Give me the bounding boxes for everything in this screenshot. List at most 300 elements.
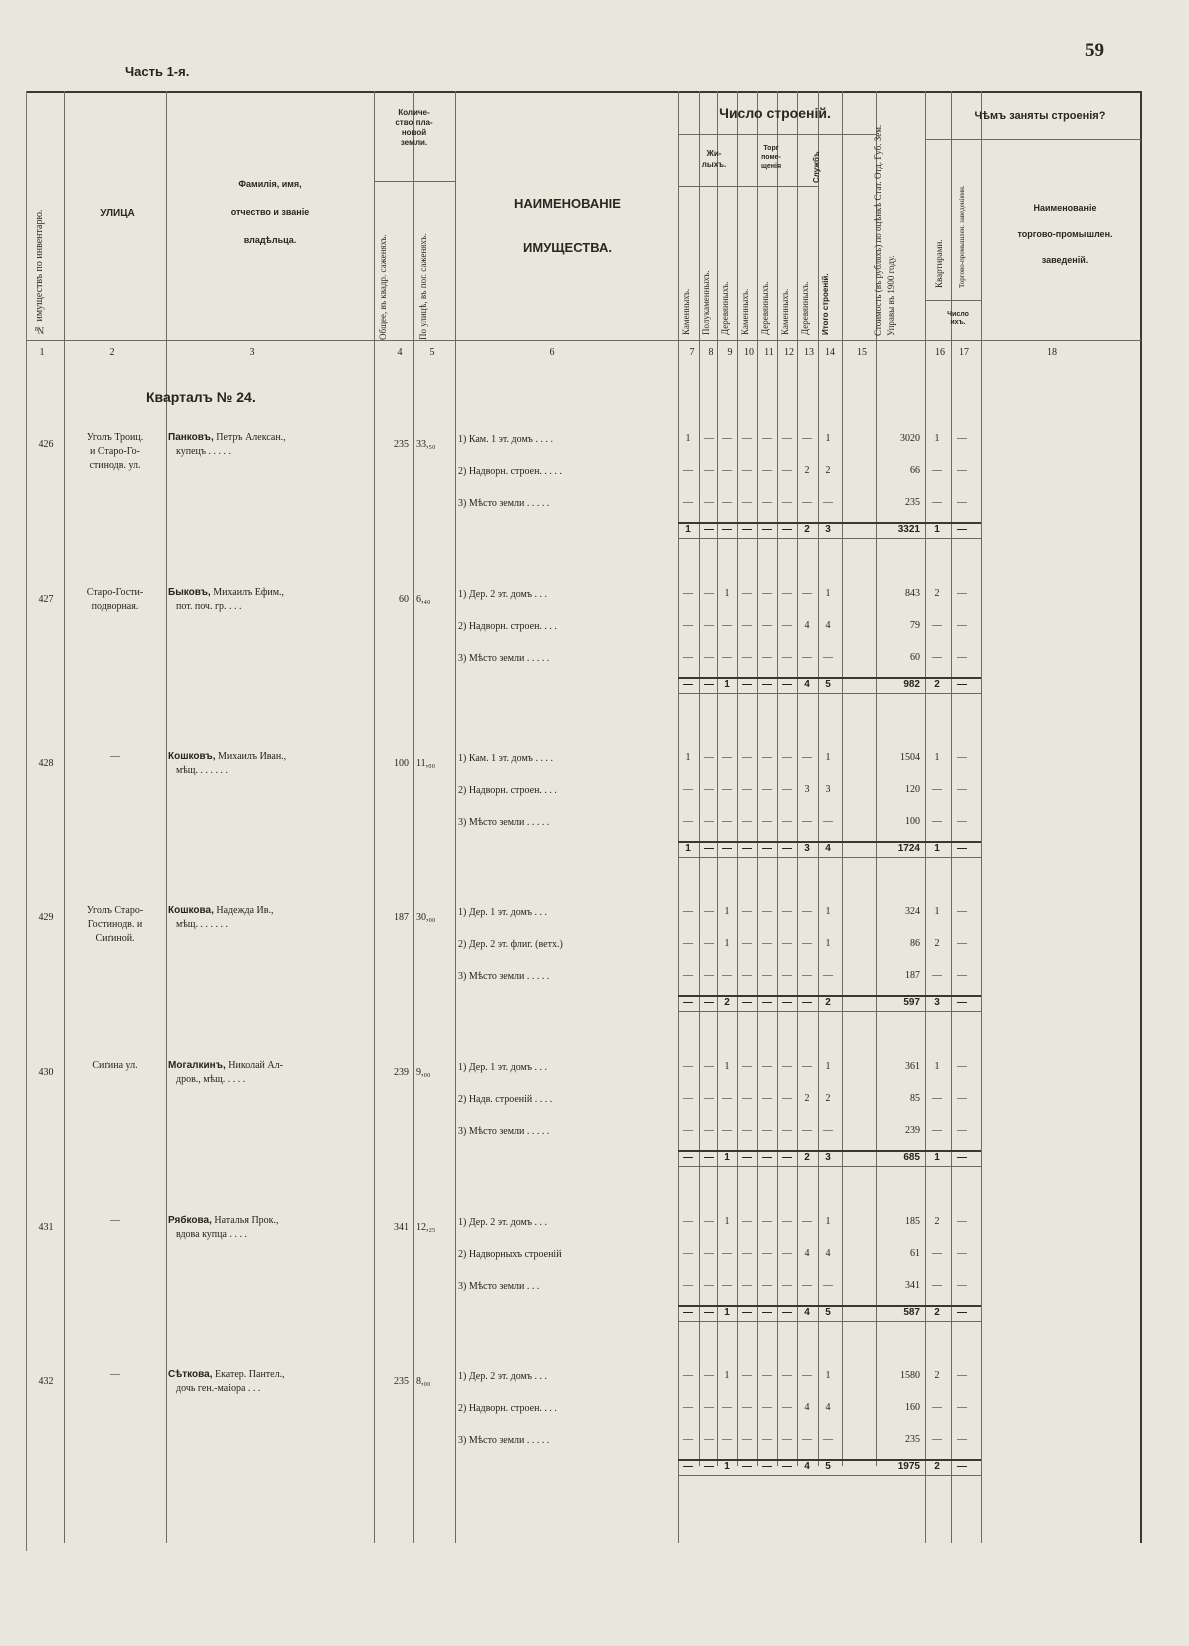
entry-cost: 85 — [910, 1093, 920, 1104]
entry-cell: — — [782, 938, 792, 949]
entry-land-total: 60 — [399, 594, 409, 605]
entry-cell: — — [782, 784, 792, 795]
entry-item-name: 2) Надв. строеній . . . . — [458, 1094, 553, 1105]
entry-cell: — — [683, 816, 693, 827]
entry-cell: — — [742, 938, 752, 949]
entry-cell: — — [742, 1125, 752, 1136]
entry-cell: 1 — [825, 752, 831, 763]
entry-cell: — — [704, 465, 714, 476]
entry-land-street: 30,₀₀ — [416, 912, 436, 923]
column-number: 16 — [935, 347, 945, 358]
entry-cell: — — [683, 1216, 693, 1227]
entry-cell: — — [802, 1061, 812, 1072]
entry-item-name: 3) Мѣсто земли . . . . . — [458, 1435, 550, 1446]
header-property: НАИМЕНОВАНІЕ ИМУЩЕСТВА. — [514, 196, 621, 255]
entry-cost: 86 — [910, 938, 920, 949]
total-trade: — — [957, 1152, 967, 1163]
entry-cell: — — [704, 1093, 714, 1104]
entry-cell: — — [683, 1248, 693, 1259]
column-number: 4 — [397, 347, 403, 358]
entry-cell: — — [762, 1434, 772, 1445]
column-number: 10 — [744, 347, 754, 358]
column-number: 5 — [429, 347, 435, 358]
entry-land-total: 341 — [394, 1222, 409, 1233]
entry-cell: — — [802, 970, 812, 981]
entry-cell: 4 — [825, 1248, 831, 1259]
entry-cell: — — [722, 1125, 732, 1136]
entry-owner: Могалкинъ, Николай Ал- дров., мѣщ. . . . . — [168, 1060, 283, 1085]
entry-cell: — — [762, 1216, 772, 1227]
total-cell: 1 — [724, 679, 730, 690]
entry-cell: — — [823, 1125, 833, 1136]
entry-cell: — — [823, 970, 833, 981]
entry-cell: — — [762, 816, 772, 827]
total-cost: 587 — [903, 1307, 920, 1318]
entry-cell: — — [704, 752, 714, 763]
entry-cell: — — [742, 1061, 752, 1072]
header-land: Количе- ство пла- новой земли. — [395, 108, 433, 147]
total-cell: 2 — [724, 997, 730, 1008]
entry-cell: — — [742, 433, 752, 444]
header-building-col-label: Деревянныхъ. — [720, 281, 730, 335]
entry-cell: — — [704, 1216, 714, 1227]
total-cell: 5 — [825, 1307, 831, 1318]
total-cell: — — [704, 1152, 714, 1163]
total-cell: — — [722, 843, 732, 854]
total-cell: — — [782, 843, 792, 854]
entry-cell: — — [683, 652, 693, 663]
entry-cost: 341 — [905, 1280, 920, 1291]
entry-cost: 239 — [905, 1125, 920, 1136]
column-number: 12 — [784, 347, 794, 358]
entry-trade: — — [957, 588, 967, 599]
total-cell: — — [704, 997, 714, 1008]
entry-cell: — — [742, 497, 752, 508]
entry-cell: — — [802, 497, 812, 508]
entry-cell: — — [782, 1093, 792, 1104]
total-cell: 3 — [804, 843, 810, 854]
column-number: 2 — [109, 347, 115, 358]
entry-apartments: 2 — [934, 1216, 940, 1227]
entry-cell: — — [782, 465, 792, 476]
header-line — [678, 134, 876, 135]
header-owner: Фамилія, имя, отчество и званіе владѣльца. — [230, 179, 310, 245]
entry-cell: — — [742, 1216, 752, 1227]
entry-cell: 2 — [804, 465, 810, 476]
total-cell: — — [683, 1152, 693, 1163]
entry-cell: — — [683, 1280, 693, 1291]
total-cell: — — [704, 1461, 714, 1472]
entry-cell: 1 — [724, 1061, 730, 1072]
entry-cell: 2 — [804, 1093, 810, 1104]
entry-cell: — — [782, 1280, 792, 1291]
entry-trade: — — [957, 816, 967, 827]
entry-apartments: — — [932, 1125, 942, 1136]
total-cost: 685 — [903, 1152, 920, 1163]
entry-cell: — — [722, 784, 732, 795]
entry-cell: — — [782, 1061, 792, 1072]
entry-cell: 1 — [724, 906, 730, 917]
entry-item-name: 3) Мѣсто земли . . . . . — [458, 1126, 550, 1137]
entry-cost: 187 — [905, 970, 920, 981]
total-cell: — — [742, 843, 752, 854]
total-cell: — — [762, 679, 772, 690]
entry-trade: — — [957, 1216, 967, 1227]
total-cell: — — [802, 997, 812, 1008]
entry-cell: 1 — [825, 938, 831, 949]
entry-item-name: 2) Надворн. строен. . . . — [458, 1403, 557, 1414]
entry-cell: — — [762, 588, 772, 599]
entry-trade: — — [957, 784, 967, 795]
entry-trade: — — [957, 620, 967, 631]
header-street: УЛИЦА — [100, 208, 135, 219]
entry-number: 426 — [38, 439, 54, 450]
entry-cell: — — [782, 497, 792, 508]
entry-cell: — — [683, 938, 693, 949]
entry-cell: 3 — [804, 784, 810, 795]
entry-cell: — — [704, 652, 714, 663]
entry-cell: — — [742, 465, 752, 476]
entry-cost: 3020 — [900, 433, 920, 444]
total-cell: — — [782, 679, 792, 690]
column-number: 3 — [249, 347, 255, 358]
total-cell: 1 — [724, 1307, 730, 1318]
total-cell: — — [742, 997, 752, 1008]
entry-land-street: 8,₀₀ — [416, 1376, 431, 1387]
total-cell: — — [782, 1461, 792, 1472]
header-residential: Жи- лыхъ. — [701, 149, 727, 169]
entry-cell: — — [742, 1280, 752, 1291]
entry-cell: 1 — [724, 938, 730, 949]
entry-cell: 4 — [825, 1402, 831, 1413]
entry-item-name: 1) Дер. 2 эт. домъ . . . — [458, 1371, 548, 1382]
entry-cell: — — [762, 1061, 772, 1072]
column-number: 14 — [825, 347, 835, 358]
entry-cell: — — [802, 816, 812, 827]
entry-apartments: 1 — [934, 433, 940, 444]
total-cost: 982 — [903, 679, 920, 690]
total-underline — [678, 1011, 981, 1012]
entry-cell: — — [762, 652, 772, 663]
entry-trade: — — [957, 1093, 967, 1104]
entry-cell: 1 — [825, 906, 831, 917]
entry-apartments: — — [932, 1402, 942, 1413]
entry-cell: — — [762, 752, 772, 763]
entry-cell: — — [683, 1370, 693, 1381]
entry-cell: — — [683, 1061, 693, 1072]
entry-cost: 79 — [910, 620, 920, 631]
total-cell: — — [742, 524, 752, 535]
total-cell: — — [782, 524, 792, 535]
entry-cell: — — [742, 620, 752, 631]
column-line — [413, 91, 414, 1543]
entry-street: Сиґина ул. — [92, 1060, 138, 1071]
total-apartments: 1 — [934, 524, 940, 535]
entry-cell: — — [782, 1402, 792, 1413]
column-number: 15 — [857, 347, 867, 358]
total-underline — [678, 538, 981, 539]
entry-cell: — — [823, 652, 833, 663]
entry-street: — — [110, 1369, 120, 1380]
total-cell: — — [742, 1152, 752, 1163]
entry-cell: — — [802, 1125, 812, 1136]
entry-cell: — — [762, 938, 772, 949]
entry-cell: — — [742, 1248, 752, 1259]
entry-cell: 1 — [724, 588, 730, 599]
total-cell: 4 — [825, 843, 831, 854]
entry-cell: 2 — [825, 465, 831, 476]
total-trade: — — [957, 679, 967, 690]
entry-item-name: 3) Мѣсто земли . . . — [458, 1281, 540, 1292]
entry-cell: — — [683, 1402, 693, 1413]
entry-cost: 235 — [905, 497, 920, 508]
column-line — [842, 91, 843, 1466]
entry-item-name: 2) Надворн. строен. . . . . — [458, 466, 562, 477]
total-underline — [678, 693, 981, 694]
header-building-col-label: Деревянныхъ. — [800, 281, 810, 335]
entry-cell: — — [782, 752, 792, 763]
header-building-col-label: Полукаменныхъ. — [701, 270, 711, 335]
total-cell: — — [782, 1307, 792, 1318]
entry-cell: — — [742, 1434, 752, 1445]
entry-cell: — — [683, 1125, 693, 1136]
entry-cell: — — [704, 1402, 714, 1413]
total-cell: — — [762, 843, 772, 854]
total-cost: 1975 — [897, 1461, 920, 1472]
entry-apartments: — — [932, 652, 942, 663]
entry-apartments: — — [932, 620, 942, 631]
column-line — [797, 91, 798, 1466]
total-cell: — — [742, 1307, 752, 1318]
total-apartments: 1 — [934, 843, 940, 854]
entry-cell: — — [704, 1370, 714, 1381]
entry-cost: 185 — [905, 1216, 920, 1227]
header-line — [925, 300, 981, 301]
entry-cell: — — [704, 433, 714, 444]
total-cell: — — [782, 1152, 792, 1163]
quarter-title: Кварталъ № 24. — [146, 389, 256, 405]
entry-trade: — — [957, 1370, 967, 1381]
entry-cost: 160 — [905, 1402, 920, 1413]
header-inventory-no: № имуществъ по инвентарю. — [34, 209, 45, 335]
total-cell: 1 — [685, 843, 691, 854]
entry-cell: — — [762, 1402, 772, 1413]
entry-cell: — — [683, 497, 693, 508]
entry-cell: — — [802, 1434, 812, 1445]
column-number: 7 — [689, 347, 695, 358]
total-cell: 4 — [804, 1461, 810, 1472]
entry-owner: Сѣткова, Екатер. Пантел., дочь ген.-маіора . . . — [168, 1369, 285, 1394]
total-cell: — — [722, 524, 732, 535]
total-apartments: 2 — [934, 1461, 940, 1472]
header-line — [26, 340, 1141, 341]
entry-cost: 361 — [905, 1061, 920, 1072]
column-line — [818, 91, 819, 1466]
entry-cell: 1 — [825, 1370, 831, 1381]
entry-land-street: 12,₂₅ — [416, 1222, 436, 1233]
entry-owner: Быковъ, Михаилъ Ефим., пот. поч. гр. . . . — [168, 587, 285, 612]
total-cell: — — [683, 997, 693, 1008]
entry-item-name: 1) Дер. 2 эт. домъ . . . — [458, 589, 548, 600]
entry-cell: — — [683, 588, 693, 599]
entry-cell: — — [704, 1061, 714, 1072]
header-line — [678, 186, 818, 187]
entry-number: 428 — [38, 758, 54, 769]
page-number: 59 — [1085, 40, 1104, 61]
entry-trade: — — [957, 465, 967, 476]
entry-cell: 4 — [825, 620, 831, 631]
entry-cell: — — [802, 588, 812, 599]
entry-cell: — — [762, 784, 772, 795]
entry-apartments: — — [932, 465, 942, 476]
entry-number: 432 — [38, 1376, 54, 1387]
entry-cell: — — [683, 970, 693, 981]
entry-street: Уголъ Троиц. и Старо-Го- стинодв. ул. — [86, 432, 144, 471]
entry-street: Уголъ Старо- Гостинодв. и Сиґиной. — [86, 905, 144, 944]
total-underline — [678, 857, 981, 858]
entry-cell: 1 — [825, 1216, 831, 1227]
total-cell: — — [704, 1307, 714, 1318]
entry-cell: — — [762, 433, 772, 444]
entry-cell: — — [802, 652, 812, 663]
entry-street: Старо-Гости- подворная. — [86, 587, 144, 612]
header-buildings: Число строеній. — [719, 105, 831, 121]
header-trade-name: Наименованіе торгово-промышлен. заведеній. — [1017, 203, 1113, 265]
entry-item-name: 3) Мѣсто земли . . . . . — [458, 653, 550, 664]
header-land-street: По улицѣ, въ пог. саженяхъ. — [418, 233, 428, 340]
entry-apartments: — — [932, 784, 942, 795]
total-cell: 2 — [825, 997, 831, 1008]
entry-cell: 4 — [804, 1402, 810, 1413]
entry-trade: — — [957, 752, 967, 763]
total-cell: 4 — [804, 679, 810, 690]
entry-item-name: 1) Кам. 1 эт. домъ . . . . — [458, 753, 553, 764]
entry-cell: — — [802, 433, 812, 444]
total-cost: 1724 — [897, 843, 920, 854]
entry-cell: — — [704, 784, 714, 795]
total-underline — [678, 1166, 981, 1167]
entry-cost: 120 — [905, 784, 920, 795]
entry-trade: — — [957, 970, 967, 981]
total-cell: — — [762, 1461, 772, 1472]
total-cell: — — [742, 679, 752, 690]
header-count: Число ихъ. — [947, 311, 969, 326]
entry-cell: — — [704, 497, 714, 508]
entry-cell: — — [782, 1370, 792, 1381]
entry-cost: 235 — [905, 1434, 920, 1445]
total-cell: 4 — [804, 1307, 810, 1318]
entry-cell: — — [722, 1434, 732, 1445]
entry-cell: — — [762, 970, 772, 981]
entry-cost: 1580 — [900, 1370, 920, 1381]
entry-cell: — — [823, 1280, 833, 1291]
entry-owner: Рябкова, Наталья Прок., вдова купца . . . . — [168, 1215, 279, 1240]
total-cell: 3 — [825, 1152, 831, 1163]
entry-cell: — — [704, 588, 714, 599]
entry-land-street: 11,₀₀ — [416, 758, 436, 769]
entry-cell: — — [704, 938, 714, 949]
entry-trade: — — [957, 1061, 967, 1072]
entry-apartments: — — [932, 1280, 942, 1291]
entry-cell: — — [823, 1434, 833, 1445]
entry-owner: Кошкова, Надежда Ив., мѣщ. . . . . . . — [168, 905, 274, 930]
entry-cell: — — [782, 588, 792, 599]
entry-item-name: 3) Мѣсто земли . . . . . — [458, 498, 550, 509]
entry-cell: — — [802, 1216, 812, 1227]
column-line — [777, 91, 778, 1466]
entry-apartments: — — [932, 816, 942, 827]
entry-item-name: 1) Дер. 1 эт. домъ . . . — [458, 1062, 548, 1073]
entry-cell: — — [722, 465, 732, 476]
entry-cell: 4 — [804, 620, 810, 631]
column-line — [757, 91, 758, 1466]
entry-cell: — — [704, 1280, 714, 1291]
entry-cell: — — [782, 433, 792, 444]
entry-cell: — — [782, 906, 792, 917]
entry-cell: — — [722, 433, 732, 444]
entry-item-name: 3) Мѣсто земли . . . . . — [458, 971, 550, 982]
entry-cell: — — [782, 1125, 792, 1136]
entry-cell: — — [782, 1248, 792, 1259]
entry-item-name: 2) Надворн. строен. . . . — [458, 621, 557, 632]
entry-cell: — — [742, 970, 752, 981]
entry-cell: — — [683, 784, 693, 795]
entry-cell: — — [704, 1125, 714, 1136]
total-cell: 3 — [825, 524, 831, 535]
column-number: 18 — [1047, 347, 1057, 358]
entry-cell: — — [782, 1434, 792, 1445]
entry-item-name: 2) Дер. 2 эт. флиг. (ветх.) — [458, 939, 563, 950]
column-number: 11 — [764, 347, 774, 358]
entry-cell: — — [742, 652, 752, 663]
entry-cell: — — [782, 1216, 792, 1227]
total-cell: — — [742, 1461, 752, 1472]
entry-land-total: 235 — [394, 1376, 409, 1387]
entry-cell: — — [722, 816, 732, 827]
column-line — [981, 91, 982, 1543]
entry-cell: — — [762, 1125, 772, 1136]
total-cell: — — [683, 679, 693, 690]
entry-cell: — — [762, 1093, 772, 1104]
total-cell: 1 — [724, 1152, 730, 1163]
total-cell: — — [762, 524, 772, 535]
entry-land-street: 9,₀₀ — [416, 1067, 431, 1078]
total-cell: 2 — [804, 524, 810, 535]
entry-cell: — — [802, 938, 812, 949]
total-trade: — — [957, 997, 967, 1008]
entry-cell: — — [722, 970, 732, 981]
entry-item-name: 2) Надворныхъ строеній — [458, 1249, 562, 1260]
entry-land-street: 33,₅₀ — [416, 439, 436, 450]
entry-cell: — — [762, 497, 772, 508]
entry-cell: 2 — [825, 1093, 831, 1104]
header-trade-estab: Торгово-промышлен. заведеніями. — [958, 185, 966, 288]
header-value: Стоимость (въ рубляхъ) по оцѣнкѣ Стат. Отд. Губ. Зем. Управы въ 1900 году. — [873, 124, 896, 336]
entry-cell: — — [742, 816, 752, 827]
entry-cell: — — [762, 620, 772, 631]
entry-cell: 1 — [685, 752, 691, 763]
column-line — [717, 91, 718, 1466]
total-cell: — — [782, 997, 792, 1008]
entry-cell: — — [742, 1093, 752, 1104]
entry-land-total: 239 — [394, 1067, 409, 1078]
column-line — [737, 91, 738, 1466]
total-underline — [678, 1475, 981, 1476]
header-trade: Торг поме- щенія — [760, 145, 782, 170]
entry-owner: Кошковъ, Михаилъ Иван., мѣщ. . . . . . . — [168, 751, 287, 776]
total-cell: 1 — [685, 524, 691, 535]
header-building-col-label: Каменныхъ. — [780, 288, 790, 335]
